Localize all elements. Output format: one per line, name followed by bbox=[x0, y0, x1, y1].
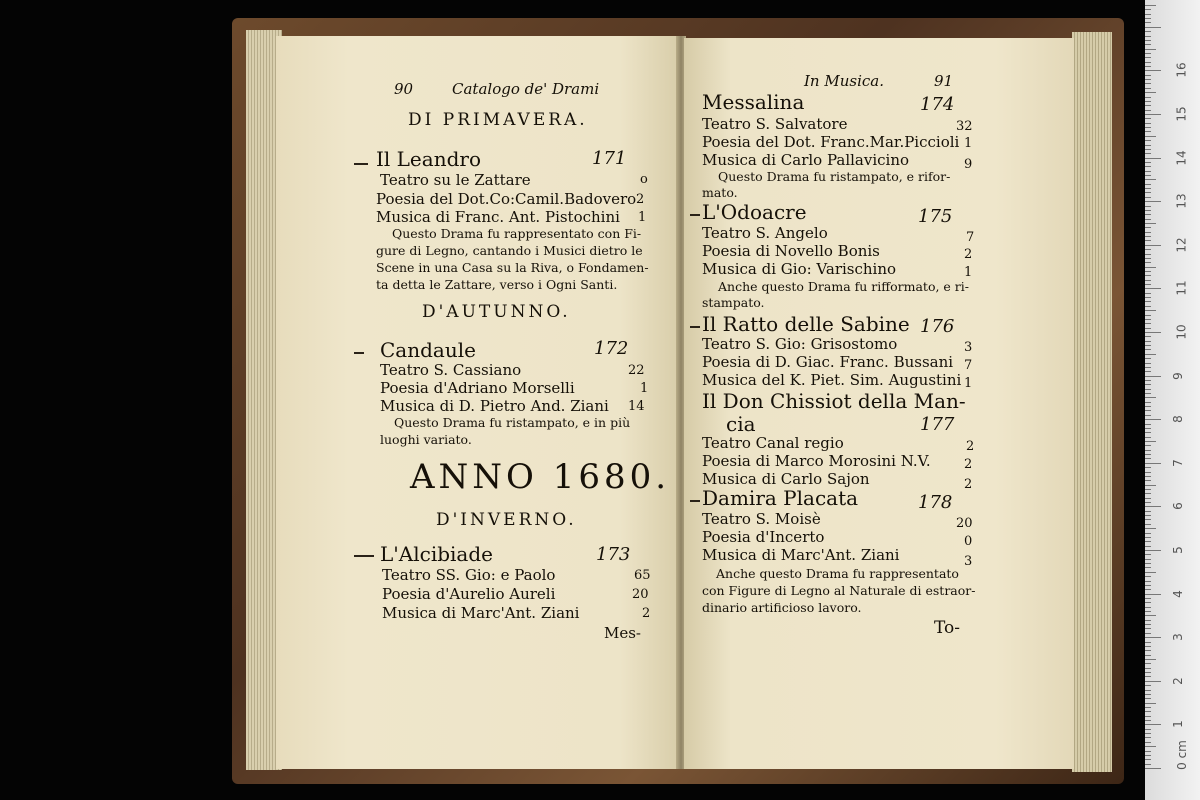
ruler-tick bbox=[1145, 659, 1156, 660]
entry-title: Il Don Chissiot della Man- bbox=[702, 389, 966, 413]
catchword: To- bbox=[934, 618, 960, 638]
ruler-tick bbox=[1145, 136, 1156, 137]
ruler-tick bbox=[1145, 585, 1151, 586]
entry-note: Questo Drama fu ristampato, e rifor- bbox=[718, 169, 951, 184]
ruler-tick bbox=[1145, 18, 1151, 19]
ruler-tick bbox=[1145, 363, 1151, 364]
entry-note: mato. bbox=[702, 185, 738, 200]
entry-mark: 9 bbox=[964, 157, 973, 172]
entry-title: Damira Placata bbox=[702, 486, 859, 510]
ruler-tick bbox=[1145, 567, 1151, 568]
entry-poetry: Poesia d'Adriano Morselli bbox=[380, 379, 575, 397]
ruler-tick bbox=[1145, 729, 1151, 730]
season-heading: DI PRIMAVERA. bbox=[408, 110, 588, 130]
ruler-tick bbox=[1145, 681, 1161, 682]
ruler-tick bbox=[1145, 437, 1151, 438]
ruler-tick bbox=[1145, 428, 1151, 429]
ruler-tick bbox=[1145, 472, 1151, 473]
entry-note: stampato. bbox=[702, 295, 765, 310]
ruler-tick bbox=[1145, 214, 1151, 215]
ruler-tick bbox=[1145, 332, 1161, 333]
entry-note: ta detta le Zattare, verso i Ogni Santi. bbox=[376, 277, 618, 292]
ruler-tick bbox=[1145, 450, 1151, 451]
ruler-number: 13 bbox=[1174, 193, 1189, 209]
ruler-tick bbox=[1145, 275, 1151, 276]
ruler-tick bbox=[1145, 53, 1151, 54]
ruler-tick bbox=[1145, 301, 1151, 302]
running-head: Catalogo de' Drami bbox=[452, 80, 600, 98]
ruler-tick bbox=[1145, 236, 1151, 237]
entry-music: Musica di Gio: Varischino bbox=[702, 260, 897, 278]
entry-theatre: Teatro S. Gio: Grisostomo bbox=[702, 335, 898, 353]
ruler-tick bbox=[1145, 493, 1151, 494]
ruler-tick bbox=[1145, 349, 1151, 350]
entry-number: 171 bbox=[592, 148, 627, 169]
ruler-tick bbox=[1145, 489, 1151, 490]
entry-poetry: Poesia di D. Giac. Franc. Bussani bbox=[702, 353, 954, 371]
ruler-tick bbox=[1145, 66, 1151, 67]
ruler-tick bbox=[1145, 402, 1151, 403]
ruler-tick bbox=[1145, 110, 1151, 111]
ruler-tick bbox=[1145, 533, 1151, 534]
ruler-tick bbox=[1145, 188, 1151, 189]
ruler-tick bbox=[1145, 319, 1151, 320]
ruler-tick bbox=[1145, 57, 1151, 58]
entry-number: 174 bbox=[920, 94, 955, 115]
ruler-tick bbox=[1145, 424, 1151, 425]
entry-music: Musica di D. Pietro And. Ziani bbox=[380, 397, 609, 415]
margin-mark bbox=[690, 214, 700, 216]
ruler-tick bbox=[1145, 624, 1151, 625]
entry-mark: 1 bbox=[640, 381, 649, 396]
ruler-tick bbox=[1145, 733, 1151, 734]
entry-mark: 3 bbox=[964, 340, 973, 355]
ruler-tick bbox=[1145, 315, 1151, 316]
ruler-tick bbox=[1145, 541, 1151, 542]
entry-note: con Figure di Legno al Naturale di estraor- bbox=[702, 583, 976, 598]
entry-title: Candaule bbox=[380, 338, 476, 362]
ruler-tick bbox=[1145, 576, 1151, 577]
entry-mark: 2 bbox=[964, 247, 973, 262]
entry-title: Messalina bbox=[702, 90, 805, 114]
entry-mark: 32 bbox=[956, 119, 973, 134]
ruler-tick bbox=[1145, 515, 1151, 516]
entry-music: Musica di Carlo Pallavicino bbox=[702, 151, 910, 169]
ruler-tick bbox=[1145, 367, 1151, 368]
ruler-tick bbox=[1145, 393, 1151, 394]
ruler-tick bbox=[1145, 663, 1151, 664]
ruler-tick bbox=[1145, 572, 1156, 573]
ruler-tick bbox=[1145, 22, 1151, 23]
entry-number: 173 bbox=[596, 544, 631, 565]
entry-mark: 20 bbox=[956, 516, 973, 531]
ruler-tick bbox=[1145, 280, 1151, 281]
entry-mark: 1 bbox=[964, 265, 973, 280]
entry-mark: 2 bbox=[964, 457, 973, 472]
entry-note: Anche questo Drama fu rappresentato bbox=[716, 566, 959, 581]
ruler-tick bbox=[1145, 598, 1151, 599]
ruler-tick bbox=[1145, 615, 1156, 616]
ruler-tick bbox=[1145, 9, 1151, 10]
ruler-tick bbox=[1145, 258, 1151, 259]
ruler-number: 6 bbox=[1170, 502, 1185, 511]
measuring-ruler bbox=[1145, 0, 1200, 800]
ruler-tick bbox=[1145, 306, 1151, 307]
ruler-tick bbox=[1145, 380, 1151, 381]
ruler-tick bbox=[1145, 105, 1151, 106]
entry-mark: 65 bbox=[634, 568, 651, 583]
ruler-tick bbox=[1145, 101, 1151, 102]
ruler-tick bbox=[1145, 118, 1151, 119]
ruler-tick bbox=[1145, 528, 1156, 529]
ruler-tick bbox=[1145, 554, 1151, 555]
ruler-tick bbox=[1145, 5, 1156, 6]
ruler-tick bbox=[1145, 646, 1151, 647]
ruler-tick bbox=[1145, 751, 1151, 752]
entry-theatre: Teatro S. Angelo bbox=[702, 224, 828, 242]
ruler-tick bbox=[1145, 245, 1161, 246]
ruler-tick bbox=[1145, 345, 1151, 346]
ruler-number: 8 bbox=[1170, 415, 1185, 424]
ruler-tick bbox=[1145, 602, 1151, 603]
ruler-tick bbox=[1145, 546, 1151, 547]
ruler-tick bbox=[1145, 171, 1151, 172]
ruler-tick bbox=[1145, 441, 1156, 442]
ruler-tick bbox=[1145, 131, 1151, 132]
ruler-tick bbox=[1145, 454, 1151, 455]
entry-poetry: Poesia di Novello Bonis bbox=[702, 242, 880, 260]
ruler-tick bbox=[1145, 49, 1156, 50]
ruler-tick bbox=[1145, 219, 1151, 220]
ruler-tick bbox=[1145, 267, 1156, 268]
ruler-tick bbox=[1145, 201, 1161, 202]
ruler-tick bbox=[1145, 668, 1151, 669]
ruler-tick bbox=[1145, 537, 1151, 538]
ruler-number: 16 bbox=[1174, 62, 1189, 79]
entry-mark: 1 bbox=[964, 376, 973, 391]
entry-theatre: Teatro Canal regio bbox=[702, 434, 844, 452]
entry-mark: 2 bbox=[636, 192, 645, 207]
ruler-tick bbox=[1145, 145, 1151, 146]
entry-music: Musica del K. Piet. Sim. Augustini bbox=[702, 371, 962, 389]
page-number: 91 bbox=[934, 72, 954, 90]
ruler-tick bbox=[1145, 406, 1151, 407]
running-head: In Musica. bbox=[804, 72, 884, 90]
ruler-tick bbox=[1145, 694, 1151, 695]
ruler-tick bbox=[1145, 637, 1161, 638]
ruler-tick bbox=[1145, 149, 1151, 150]
entry-poetry: Poesia di Marco Morosini N.V. bbox=[702, 452, 931, 470]
ruler-tick bbox=[1145, 458, 1151, 459]
ruler-tick bbox=[1145, 232, 1151, 233]
entry-title: Il Ratto delle Sabine bbox=[702, 312, 910, 336]
catchword: Mes- bbox=[604, 624, 642, 642]
entry-mark: 20 bbox=[632, 587, 649, 602]
season-heading: D'AUTUNNO. bbox=[422, 302, 571, 322]
ruler-tick bbox=[1145, 467, 1151, 468]
entry-title: L'Alcibiade bbox=[380, 542, 493, 566]
ruler-tick bbox=[1145, 611, 1151, 612]
page-edges-right bbox=[1072, 32, 1112, 772]
entry-number: 175 bbox=[918, 206, 953, 227]
ruler-tick bbox=[1145, 737, 1151, 738]
entry-mark: 0 bbox=[964, 534, 973, 549]
ruler-tick bbox=[1145, 92, 1156, 93]
entry-note: Questo Drama fu ristampato, e in più bbox=[394, 415, 631, 430]
ruler-tick bbox=[1145, 650, 1151, 651]
entry-mark: 1 bbox=[638, 210, 647, 225]
ruler-tick bbox=[1145, 589, 1151, 590]
ruler-number: 9 bbox=[1170, 371, 1185, 380]
ruler-tick bbox=[1145, 288, 1161, 289]
ruler-tick bbox=[1145, 310, 1156, 311]
entry-poetry: Poesia d'Aurelio Aureli bbox=[382, 585, 556, 603]
page-number: 90 bbox=[394, 80, 414, 98]
entry-mark: o bbox=[640, 172, 648, 187]
ruler-tick bbox=[1145, 376, 1161, 377]
entry-mark: 2 bbox=[964, 477, 973, 492]
ruler-tick bbox=[1145, 716, 1151, 717]
ruler-tick bbox=[1145, 759, 1151, 760]
ruler-tick bbox=[1145, 158, 1161, 159]
ruler-tick bbox=[1145, 445, 1151, 446]
ruler-tick bbox=[1145, 123, 1151, 124]
ruler-tick bbox=[1145, 724, 1161, 725]
ruler-tick bbox=[1145, 432, 1151, 433]
ruler-tick bbox=[1145, 672, 1151, 673]
ruler-tick bbox=[1145, 262, 1151, 263]
ruler-tick bbox=[1145, 293, 1151, 294]
right-page bbox=[684, 38, 1074, 769]
ruler-number: 2 bbox=[1170, 676, 1185, 685]
entry-theatre: Teatro S. Cassiano bbox=[380, 361, 522, 379]
entry-poetry: Poesia del Dot. Franc.Mar.Piccioli bbox=[702, 133, 960, 151]
ruler-tick bbox=[1145, 140, 1151, 141]
ruler-tick bbox=[1145, 415, 1151, 416]
ruler-tick bbox=[1145, 197, 1151, 198]
entry-mark: 2 bbox=[966, 439, 975, 454]
ruler-number: 1 bbox=[1170, 720, 1185, 729]
ruler-tick bbox=[1145, 485, 1156, 486]
ruler-tick bbox=[1145, 707, 1151, 708]
ruler-tick bbox=[1145, 498, 1151, 499]
ruler-tick bbox=[1145, 698, 1151, 699]
ruler-tick bbox=[1145, 254, 1151, 255]
ruler-tick bbox=[1145, 179, 1156, 180]
entry-title: L'Odoacre bbox=[702, 200, 807, 224]
ruler-tick bbox=[1145, 476, 1151, 477]
ruler-tick bbox=[1145, 336, 1151, 337]
ruler-tick bbox=[1145, 506, 1161, 507]
ruler-tick bbox=[1145, 746, 1156, 747]
ruler-number: 12 bbox=[1174, 237, 1189, 253]
entry-mark: 1 bbox=[964, 136, 973, 151]
ruler-tick bbox=[1145, 463, 1161, 464]
ruler-tick bbox=[1145, 79, 1151, 80]
ruler-tick bbox=[1145, 358, 1151, 359]
ruler-number: 7 bbox=[1170, 458, 1185, 467]
ruler-tick bbox=[1145, 642, 1151, 643]
entry-number: 177 bbox=[920, 414, 955, 435]
ruler-number: 3 bbox=[1170, 633, 1185, 642]
ruler-tick bbox=[1145, 166, 1151, 167]
ruler-tick bbox=[1145, 328, 1151, 329]
entry-theatre: Teatro su le Zattare bbox=[380, 171, 531, 189]
ruler-number: 10 bbox=[1174, 324, 1189, 340]
ruler-tick bbox=[1145, 559, 1151, 560]
ruler-tick bbox=[1145, 550, 1161, 551]
ruler-tick bbox=[1145, 524, 1151, 525]
ruler-tick bbox=[1145, 628, 1151, 629]
entry-number: 176 bbox=[920, 316, 955, 337]
ruler-tick bbox=[1145, 690, 1151, 691]
entry-number: 178 bbox=[918, 492, 953, 513]
ruler-tick bbox=[1145, 175, 1151, 176]
entry-mark: 14 bbox=[628, 399, 645, 414]
ruler-number: 11 bbox=[1174, 280, 1189, 297]
entry-note: Anche questo Drama fu rifformato, e ri- bbox=[718, 279, 969, 294]
year-heading: ANNO 1680. bbox=[410, 457, 671, 497]
ruler-tick bbox=[1145, 88, 1151, 89]
ruler-tick bbox=[1145, 297, 1151, 298]
ruler-number: 15 bbox=[1174, 106, 1189, 122]
season-heading: D'INVERNO. bbox=[436, 510, 577, 530]
ruler-tick bbox=[1145, 563, 1151, 564]
ruler-tick bbox=[1145, 40, 1151, 41]
margin-mark bbox=[690, 326, 700, 328]
ruler-tick bbox=[1145, 594, 1161, 595]
entry-mark: 2 bbox=[642, 606, 651, 621]
ruler-tick bbox=[1145, 70, 1161, 71]
ruler-tick bbox=[1145, 755, 1151, 756]
ruler-tick bbox=[1145, 703, 1156, 704]
entry-mark: 7 bbox=[964, 358, 973, 373]
ruler-tick bbox=[1145, 323, 1151, 324]
ruler-tick bbox=[1145, 620, 1151, 621]
ruler-tick bbox=[1145, 397, 1156, 398]
ruler-tick bbox=[1145, 153, 1151, 154]
ruler-tick bbox=[1145, 633, 1151, 634]
entry-theatre: Teatro S. Salvatore bbox=[702, 115, 848, 133]
entry-theatre: Teatro SS. Gio: e Paolo bbox=[382, 566, 556, 584]
entry-poetry: Poesia del Dot.Co:Camil.Badovero bbox=[376, 190, 637, 208]
ruler-tick bbox=[1145, 227, 1151, 228]
ruler-tick bbox=[1145, 720, 1151, 721]
ruler-tick bbox=[1145, 75, 1151, 76]
ruler-tick bbox=[1145, 607, 1151, 608]
ruler-number: 14 bbox=[1174, 149, 1189, 166]
ruler-unit-label: 0 cm bbox=[1174, 740, 1189, 770]
entry-title: cia bbox=[726, 412, 756, 436]
ruler-tick bbox=[1145, 742, 1151, 743]
ruler-tick bbox=[1145, 44, 1151, 45]
ruler-tick bbox=[1145, 97, 1151, 98]
ruler-tick bbox=[1145, 184, 1151, 185]
entry-music: Musica di Marc'Ant. Ziani bbox=[382, 604, 580, 622]
ruler-tick bbox=[1145, 764, 1151, 765]
entry-mark: 22 bbox=[628, 363, 645, 378]
ruler-tick bbox=[1145, 410, 1151, 411]
entry-note: luoghi variato. bbox=[380, 432, 472, 447]
ruler-tick bbox=[1145, 711, 1151, 712]
ruler-tick bbox=[1145, 685, 1151, 686]
ruler-tick bbox=[1145, 210, 1151, 211]
entry-music: Musica di Franc. Ant. Pistochini bbox=[376, 208, 620, 226]
ruler-tick bbox=[1145, 581, 1151, 582]
ruler-tick bbox=[1145, 354, 1156, 355]
left-page bbox=[276, 36, 680, 769]
ruler-tick bbox=[1145, 389, 1151, 390]
ruler-tick bbox=[1145, 114, 1161, 115]
entry-title: Il Leandro bbox=[376, 147, 481, 171]
entry-music: Musica di Carlo Sajon bbox=[702, 470, 870, 488]
ruler-tick bbox=[1145, 192, 1151, 193]
ruler-tick bbox=[1145, 83, 1151, 84]
ruler-number: 5 bbox=[1170, 546, 1185, 554]
entry-music: Musica di Marc'Ant. Ziani bbox=[702, 546, 900, 564]
ruler-tick bbox=[1145, 768, 1161, 769]
ruler-tick bbox=[1145, 511, 1151, 512]
ruler-tick bbox=[1145, 419, 1161, 420]
ruler-tick bbox=[1145, 371, 1151, 372]
entry-number: 172 bbox=[594, 338, 629, 359]
ruler-tick bbox=[1145, 27, 1161, 28]
margin-mark bbox=[354, 163, 368, 165]
ruler-tick bbox=[1145, 519, 1151, 520]
ruler-tick bbox=[1145, 14, 1151, 15]
ruler-tick bbox=[1145, 206, 1151, 207]
ruler-tick bbox=[1145, 36, 1151, 37]
margin-mark bbox=[354, 555, 374, 557]
ruler-tick bbox=[1145, 480, 1151, 481]
entry-note: dinario artificioso lavoro. bbox=[702, 600, 862, 615]
ruler-tick bbox=[1145, 676, 1151, 677]
ruler-tick bbox=[1145, 223, 1156, 224]
entry-mark: 3 bbox=[964, 554, 973, 569]
entry-poetry: Poesia d'Incerto bbox=[702, 528, 825, 546]
ruler-tick bbox=[1145, 271, 1151, 272]
ruler-number: 4 bbox=[1170, 589, 1185, 598]
entry-note: Questo Drama fu rappresentato con Fi- bbox=[392, 226, 642, 241]
ruler-tick bbox=[1145, 240, 1151, 241]
ruler-tick bbox=[1145, 655, 1151, 656]
ruler-tick bbox=[1145, 62, 1151, 63]
ruler-tick bbox=[1145, 249, 1151, 250]
ruler-tick bbox=[1145, 127, 1151, 128]
ruler-tick bbox=[1145, 502, 1151, 503]
entry-mark: 7 bbox=[966, 230, 975, 245]
entry-note: gure di Legno, cantando i Musici dietro le bbox=[376, 243, 643, 258]
entry-theatre: Teatro S. Moisè bbox=[702, 510, 821, 528]
ruler-tick bbox=[1145, 31, 1151, 32]
ruler-tick bbox=[1145, 162, 1151, 163]
ruler-tick bbox=[1145, 384, 1151, 385]
entry-note: Scene in una Casa su la Riva, o Fondamen- bbox=[376, 260, 649, 275]
margin-mark bbox=[354, 352, 364, 354]
ruler-tick bbox=[1145, 341, 1151, 342]
margin-mark bbox=[690, 500, 700, 502]
ruler-tick bbox=[1145, 284, 1151, 285]
